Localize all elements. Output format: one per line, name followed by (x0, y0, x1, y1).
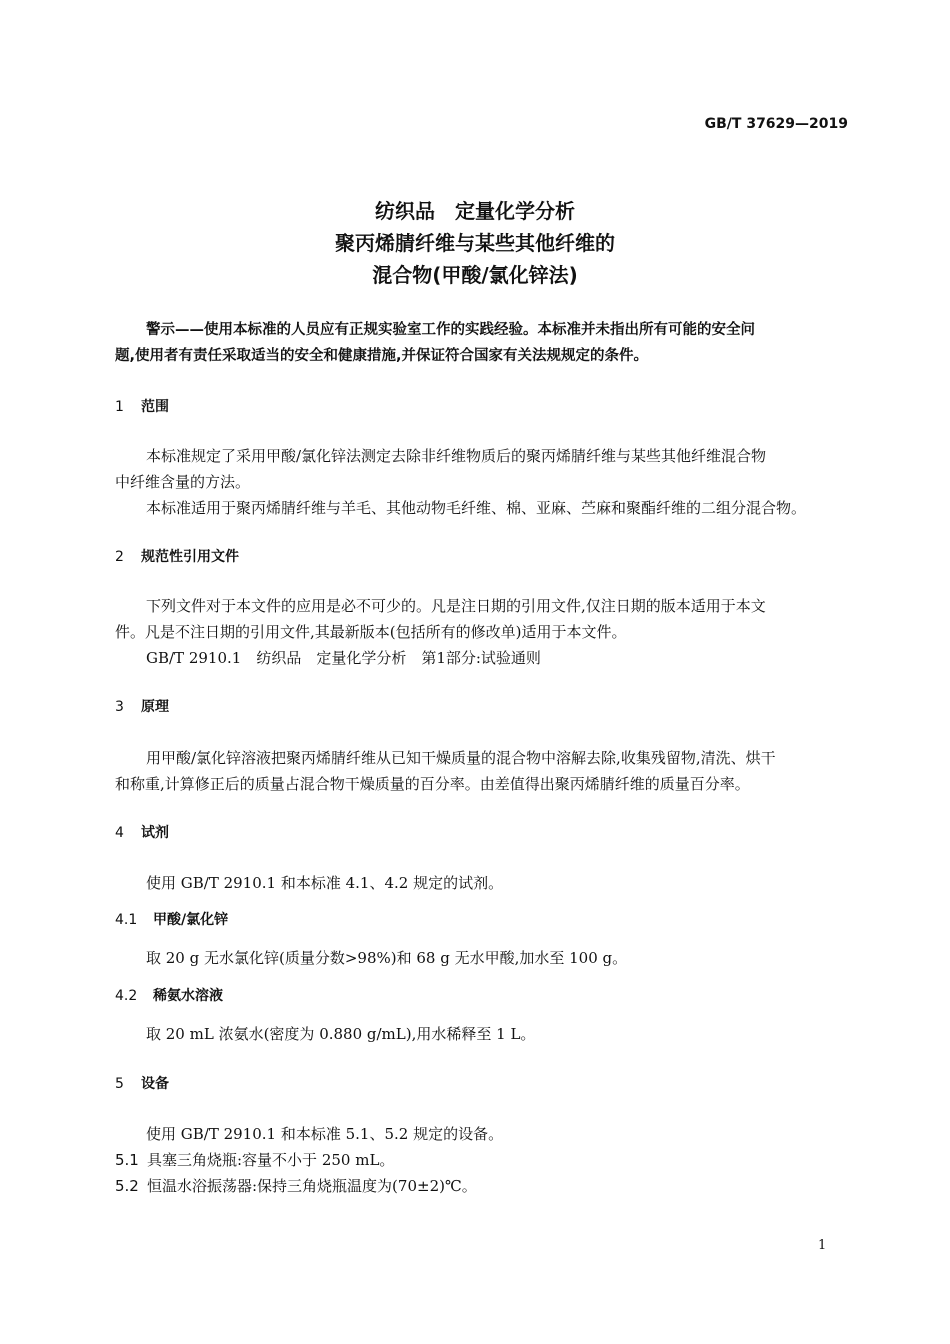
normative-reference: GB/T 2910.1 纺织品 定量化学分析 第1部分:试验通则 (146, 649, 541, 667)
subsection-text: 恒温水浴振荡器:保持三角烧瓶温度为(70±2)℃。 (147, 1177, 477, 1195)
section-5-heading (115, 1074, 169, 1094)
section-3-heading (115, 697, 169, 717)
paragraph: 和称重,计算修正后的质量占混合物干燥质量的百分率。由差值得出聚丙烯腈纤维的质量百分率。 (115, 775, 750, 793)
paragraph: 本标准适用于聚丙烯腈纤维与羊毛、其他动物毛纤维、棉、亚麻、苎麻和聚酯纤维的二组分混合物。 (146, 499, 807, 517)
subsection-5-2 (115, 1176, 477, 1196)
subsection-number: 4.1 (115, 912, 138, 928)
title-line-1: 纺织品 定量化学分析 (375, 199, 575, 223)
standard-code: GB/T 37629—2019 (704, 116, 848, 132)
section-number: 5 (115, 1076, 124, 1092)
subsection-text: 具塞三角烧瓶:容量不小于 250 mL。 (147, 1151, 395, 1169)
subsection-4-1-heading (115, 910, 228, 930)
section-number: 3 (115, 699, 124, 715)
section-title: 规范性引用文件 (141, 549, 239, 565)
paragraph: 本标准规定了采用甲酸/氯化锌法测定去除非纤维物质后的聚丙烯腈纤维与某些其他纤维混合物 (146, 447, 767, 465)
paragraph: 件。凡是不注日期的引用文件,其最新版本(包括所有的修改单)适用于本文件。 (115, 623, 627, 641)
paragraph: 取 20 g 无水氯化锌(质量分数>98%)和 68 g 无水甲酸,加水至 100 g。 (146, 949, 628, 967)
section-number: 1 (115, 399, 124, 415)
title-line-3: 混合物(甲酸/氯化锌法) (372, 263, 578, 287)
title-line-2: 聚丙烯腈纤维与某些其他纤维的 (335, 231, 615, 255)
subsection-title: 甲酸/氯化锌 (153, 912, 229, 928)
section-title: 设备 (141, 1076, 169, 1092)
section-4-heading (115, 823, 169, 843)
section-number: 4 (115, 825, 124, 841)
section-number: 2 (115, 549, 124, 565)
paragraph: 用甲酸/氯化锌溶液把聚丙烯腈纤维从已知干燥质量的混合物中溶解去除,收集残留物,清洗、烘干 (146, 749, 776, 767)
paragraph: 使用 GB/T 2910.1 和本标准 5.1、5.2 规定的设备。 (146, 1125, 504, 1143)
section-1-heading (115, 397, 169, 417)
section-title: 试剂 (141, 825, 169, 841)
paragraph: 下列文件对于本文件的应用是必不可少的。凡是注日期的引用文件,仅注日期的版本适用于本文 (146, 597, 766, 615)
subsection-5-1 (115, 1150, 394, 1170)
paragraph: 使用 GB/T 2910.1 和本标准 4.1、4.2 规定的试剂。 (146, 874, 504, 892)
section-title: 范围 (141, 399, 169, 415)
subsection-number: 5.2 (115, 1177, 139, 1195)
subsection-number: 5.1 (115, 1151, 139, 1169)
subsection-title: 稀氨水溶液 (153, 988, 223, 1004)
page-number: 1 (818, 1238, 827, 1253)
warning-line-1: 警示——使用本标准的人员应有正规实验室工作的实践经验。本标准并未指出所有可能的安全问 (146, 322, 755, 338)
section-2-heading (115, 547, 239, 567)
warning-line-2: 题,使用者有责任采取适当的安全和健康措施,并保证符合国家有关法规规定的条件。 (115, 348, 649, 364)
paragraph: 取 20 mL 浓氨水(密度为 0.880 g/mL),用水稀释至 1 L。 (146, 1025, 536, 1043)
subsection-number: 4.2 (115, 988, 138, 1004)
subsection-4-2-heading (115, 986, 223, 1006)
section-title: 原理 (141, 699, 169, 715)
paragraph: 中纤维含量的方法。 (115, 473, 251, 491)
